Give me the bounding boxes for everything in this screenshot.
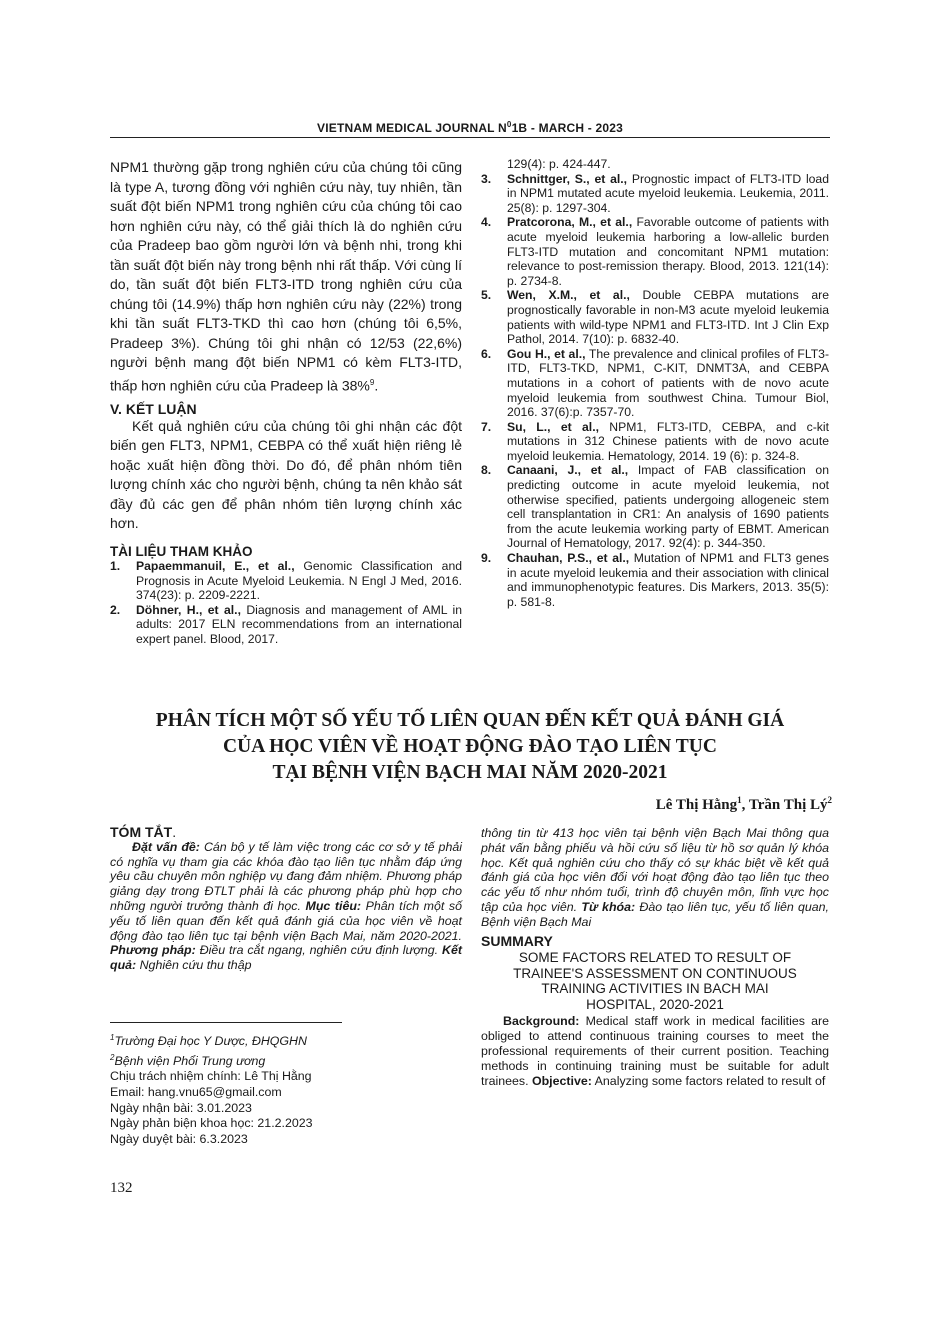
citation-sup: 9	[369, 377, 375, 387]
affiliation-text: Trường Đại học Y Dược, ĐHQGHN	[114, 1034, 307, 1049]
reference-text: Double CEBPA mutations are prognostically favorable in non-M3 acute myeloid leukemia patients with wild-type NPM1 and FLT3-ITD. Int J Clin Exp Pathol, 2014. 7(10): p. 6832-40.	[507, 288, 830, 347]
author-affiliation-sup: 2	[827, 795, 832, 805]
reference-body	[136, 603, 462, 647]
date-received: Ngày nhận bài: 3.01.2023	[110, 1100, 252, 1115]
reference-number: 5.	[481, 288, 492, 303]
abstract-continuation-text: thông tin từ 413 học viên tại bệnh viện Bạch Mai thông qua phát vấn bằng phiếu và hồi cứu số liệu từ hồ sơ quản lý khóa học. Kết quả nghiên cứu cho thấy có sự khác biệt về kết quả đánh giá của học viên đối với hoạt động đào tạo liên tục theo các yếu tố như nhóm tuổi, trình độ chuyên môn, lĩnh vực học tập của học viên.	[481, 826, 829, 914]
reference-body	[507, 288, 829, 346]
summary-title	[481, 950, 829, 1012]
authors	[420, 795, 832, 814]
reference-body	[507, 172, 829, 216]
abstract-vi	[110, 825, 462, 973]
discussion-paragraph	[110, 158, 462, 396]
reference-author: Pratcorona, M., et al.,	[507, 215, 633, 230]
objective-label: Mục tiêu:	[305, 898, 362, 913]
reference-text: Genomic Classification and Prognosis in Acute Myeloid Leukemia. N Engl J Med, 2016. 374(23): p. 2209-2221.	[136, 559, 462, 603]
keywords-label: Từ khóa:	[581, 899, 636, 914]
issue-date: 1B - MARCH - 2023	[511, 121, 623, 135]
reference-author: Döhner, H., et al.,	[136, 602, 241, 617]
affiliation-text: Bệnh viện Phổi Trung ương	[114, 1053, 266, 1068]
result-text: Nghiên cứu thu thập	[136, 958, 252, 973]
summary-background-text: Medical staff work in medical facilities are obliged to attend continuous training courses to meet the professional requirements of their current position. Teaching methods in continuing training must be suitable for adult trainees.	[481, 1014, 829, 1088]
summary-title-line: TRAINEE'S ASSESSMENT ON CONTINUOUS	[513, 965, 797, 981]
reference-number: 1.	[110, 559, 121, 574]
keywords-text: Đào tạo liên tục, yếu tố liên quan, Bệnh viện Bạch Mai	[481, 899, 829, 929]
reference-item	[110, 559, 462, 603]
affiliation-1	[110, 1030, 450, 1050]
reference-text: The prevalence and clinical profiles of FLT3-ITD, FLT3-TKD, NPM1, C-KIT, DNMT3A, and CEBPA mutations in a cohort of patients with de novo acute myeloid leukemia from southwest China. Tumour Biol, 2016. 37(6):p. 7357-70.	[507, 346, 829, 420]
background-text: Cán bộ y tế làm việc trong các cơ sở y tế phải có nghĩa vụ tham gia các khóa đào tạo liên tục nhằm đáp ứng yêu cầu chuyên môn nghiệp vụ đang đảm nhiệm. Phương pháp giảng dạy trong ĐTLT phải là các phương pháp phù hợp cho những người trưởng thành đi học.	[110, 839, 462, 913]
reference-body	[507, 420, 829, 464]
left-column-top	[110, 158, 462, 647]
reference-body	[136, 559, 462, 603]
reference-author: Wen, X.M., et al.,	[507, 288, 630, 303]
summary-title-line: HOSPITAL, 2020-2021	[586, 996, 724, 1012]
summary-objective-label: Objective:	[531, 1073, 592, 1088]
reference-author: Papaemmanuil, E., et al.,	[136, 559, 295, 574]
reference-text: Prognostic impact of FLT3-ITD load in NPM1 mutated acute myeloid leukemia. Leukemia, 2011. 25(8): p. 1297-304.	[507, 171, 829, 215]
affiliation-sup: 2	[110, 1052, 115, 1062]
article-title	[110, 708, 830, 786]
affiliation-2	[110, 1050, 450, 1070]
reference-number: 2.	[110, 602, 121, 617]
footnote-rule	[110, 1022, 342, 1023]
abstract-heading	[110, 825, 462, 840]
summary-background-label: Background:	[503, 1014, 580, 1029]
reference-list-left	[110, 559, 462, 647]
right-column-top	[481, 157, 829, 609]
reference-item	[481, 420, 829, 464]
reference-text: Diagnosis and management of AML in adults: 2017 ELN recommendations from an international expert panel. Blood, 2017.	[136, 602, 462, 647]
reference-author: Schnittger, S., et al.,	[507, 171, 628, 186]
reference-body	[507, 551, 829, 609]
email: Email: hang.vnu65@gmail.com	[110, 1085, 282, 1100]
reference-item	[481, 347, 829, 420]
page-number: 132	[110, 1180, 133, 1196]
result-label: Kết quả:	[110, 943, 462, 973]
reference-number: 6.	[481, 346, 492, 361]
discussion-end: .	[374, 377, 379, 394]
reference-number: 3.	[481, 171, 492, 186]
abstract-body	[110, 840, 462, 973]
summary-heading: SUMMARY	[481, 932, 553, 949]
reference-item	[481, 288, 829, 346]
reference-item	[481, 172, 829, 216]
discussion-text: NPM1 thường gặp trong nghiên cứu của chúng tôi cũng là type A, tương đồng với nghiên cứu này, tuy nhiên, tần suất đột biến NPM1 trong nghiên cứu của chúng tôi cao hơn nghiên cứu này, có thể giải thích là do nghiên cứu của Pradeep bao gồm người lớn và bệnh nhi, trong khi tần suất đột biến này trong bệnh nhi rất thấp. Với cùng lí do, tần suất đột biến FLT3-ITD trong nghiên cứu của chúng tôi (14.9%) thấp hơn nghiên cứu này (22%) trong khi tần suất FLT3-TKD thì cao hơn (chúng tôi 6,5%, Pradeep 3%). Chúng tôi ghi nhận có 12/53 (22,6%) người bệnh mang đột biến NPM1 có kèm FLT3-ITD, thấp hơn nghiên cứu của Pradeep là 38%	[110, 159, 462, 394]
date-reviewed: Ngày phản biện khoa học: 21.2.2023	[110, 1116, 313, 1131]
conclusion-text: Kết quả nghiên cứu của chúng tôi ghi nhận các đột biến gen FLT3, NPM1, CEBPA có thể xuất hiện riêng lẻ hoặc xuất hiện đồng thời. Do đó, để phân nhóm tiên lượng chính xác cho người bệnh, chúng ta nên khảo sát đầy đủ các gen để phân nhóm tiên lượng chính xác hơn.	[110, 417, 462, 532]
reference-text: Mutation of NPM1 and FLT3 genes in acute myeloid leukemia and their association with clinical and immunophenotypic features. Dis Markers, 2013. 35(5): p. 581-8.	[507, 551, 829, 609]
author-affiliation-sup: 1	[737, 795, 742, 805]
article-title-line: CỦA HỌC VIÊN VỀ HOẠT ĐỘNG ĐÀO TẠO LIÊN TỤC	[223, 736, 717, 757]
references-heading: TÀI LIỆU THAM KHẢO	[110, 543, 253, 559]
objective-text: Phân tích một số yếu tố liên quan đến kết quả đánh giá của học viên về hoạt động đào tạo liên tục tại bệnh viện Bạch Mai, năm 2020-2021.	[110, 898, 463, 943]
article-title-line: TẠI BỆNH VIỆN BẠCH MAI NĂM 2020-2021	[272, 762, 668, 783]
reference-body	[507, 215, 829, 288]
reference-body	[507, 463, 829, 551]
summary-title-line: TRAINING ACTIVITIES IN BACH MAI	[541, 981, 769, 997]
right-column-bottom	[481, 826, 829, 1088]
reference-author: Su, L., et al.,	[507, 419, 599, 434]
reference-body	[507, 347, 829, 420]
reference-author: Canaani, J., et al.,	[507, 463, 629, 478]
footnotes	[110, 1030, 450, 1147]
journal-header	[110, 120, 830, 135]
background-label: Đặt vấn đề:	[132, 839, 200, 854]
reference-text: Impact of FAB classification on predicting outcome in acute myeloid leukemia, not otherwise specified, patients undergoing allogeneic stem cell transplantation in CR1: An analysis of 1690 patients from the acute leukemia working party of EBMT. American Journal of Hematology, 2017. 92(4): p. 344-350.	[507, 463, 829, 551]
abstract-heading-dot: .	[172, 824, 177, 840]
reference-number: 7.	[481, 419, 492, 434]
date-accepted: Ngày duyệt bài: 6.3.2023	[110, 1131, 248, 1146]
reference-text: NPM1, FLT3-ITD, CEBPA, and c-kit mutations in 312 Chinese patients with de novo acute myeloid leukemia. Hematology, 2014. 19 (6): p. 324-8.	[507, 419, 829, 463]
method-text: Điều tra cắt ngang, nghiên cứu định lượng.	[195, 943, 443, 958]
affiliation-sup: 1	[110, 1033, 115, 1042]
header-rule	[110, 137, 830, 138]
journal-name: VIETNAM MEDICAL JOURNAL N	[317, 121, 507, 135]
reference-author: Chauhan, P.S., et al.,	[507, 551, 630, 566]
conclusion-heading: V. KẾT LUẬN	[110, 400, 197, 417]
author-name: Trần Thị Lý	[748, 797, 828, 813]
reference-continuation-text: 129(4): p. 424-447.	[507, 157, 611, 171]
reference-item	[481, 551, 829, 609]
reference-item	[481, 215, 829, 288]
reference-list-right	[481, 172, 829, 610]
issue-superscript: 0	[506, 120, 512, 129]
reference-number: 8.	[481, 463, 492, 478]
method-label: Phương pháp:	[110, 943, 196, 958]
summary-title-line: SOME FACTORS RELATED TO RESULT OF	[518, 950, 792, 966]
reference-item	[481, 463, 829, 551]
reference-continuation	[481, 157, 829, 172]
reference-number: 9.	[481, 551, 492, 566]
reference-item	[110, 603, 462, 647]
author-name: Lê Thị Hằng	[655, 797, 738, 813]
abstract-continuation	[481, 826, 829, 930]
abstract-heading-text: TÓM TẮT	[110, 824, 173, 840]
reference-text: Favorable outcome of patients with acute myeloid leukemia harboring a low-allelic burden FLT3-ITD mutation and concomitant NPM1 mutation: relevance to post-remission therapy. Blood, 2013. 121(14): p. 2734-8.	[507, 215, 829, 288]
reference-number: 4.	[481, 215, 492, 230]
summary-objective-text: Analyzing some factors related to result of	[591, 1073, 826, 1088]
author-separator: ,	[741, 797, 749, 813]
reference-author: Gou H., et al.,	[507, 346, 586, 361]
article-title-line: PHÂN TÍCH MỘT SỐ YẾU TỐ LIÊN QUAN ĐẾN KẾT QUẢ ĐÁNH GIÁ	[155, 710, 785, 731]
corresponding-author: Chịu trách nhiệm chính: Lê Thị Hằng	[110, 1069, 312, 1084]
summary-body	[481, 1014, 829, 1088]
